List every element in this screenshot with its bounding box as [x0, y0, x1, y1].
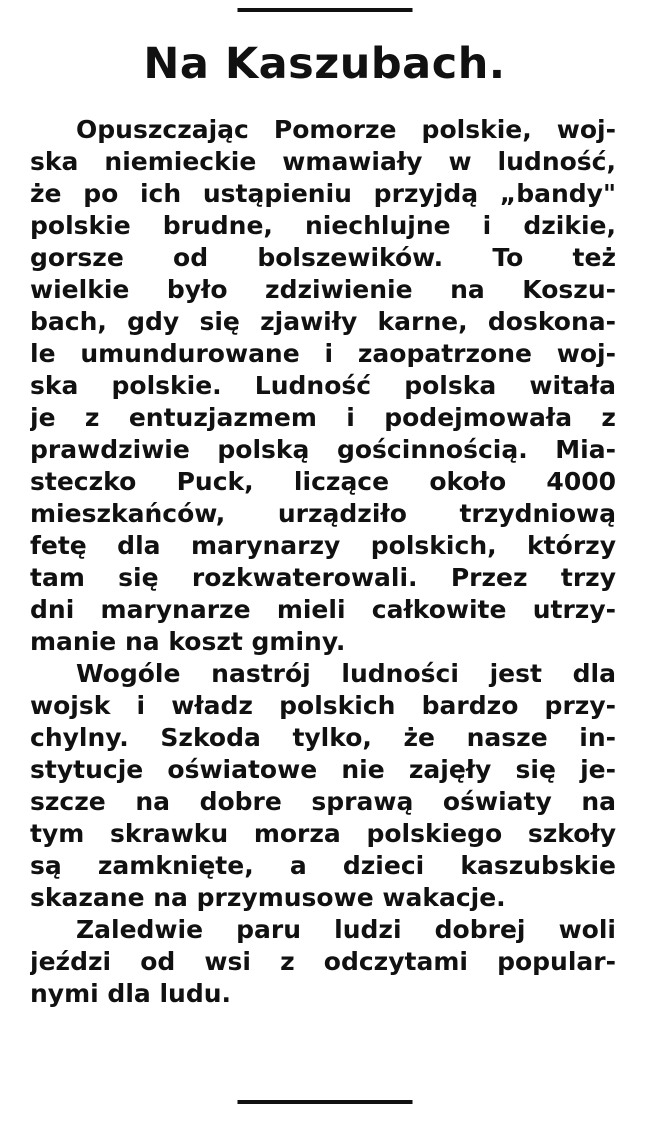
article-line: Wogóle nastrój ludności jest dla: [76, 659, 616, 688]
article-line: fetę dla marynarzy polskich, którzy: [30, 531, 616, 560]
article-body: [30, 114, 616, 1010]
article-line: chylny. Szkoda tylko, że nasze in-: [30, 723, 616, 752]
article-line: je z entuzjazmem i podejmowała z: [30, 403, 616, 432]
article-line: ska polskie. Ludność polska witała: [30, 371, 616, 400]
article-line: tam się rozkwaterowali. Przez trzy: [30, 563, 616, 592]
article-line: prawdziwie polską gościnnością. Mia-: [30, 435, 616, 464]
article-line: że po ich ustąpieniu przyjdą „bandy": [30, 179, 616, 208]
article-line: gorsze od bolszewików. To też: [30, 243, 616, 272]
article-line: manie na koszt gminy.: [30, 627, 346, 656]
article-title: Na Kaszubach.: [143, 39, 506, 89]
article-line: steczko Puck, liczące około 4000: [30, 467, 616, 496]
article-line: nymi dla ludu.: [30, 979, 232, 1008]
article-line: szcze na dobre sprawą oświaty na: [30, 787, 616, 816]
top-divider: [237, 8, 412, 12]
article-line: bach, gdy się zjawiły karne, doskona-: [30, 307, 616, 336]
article-line: wielkie było zdziwienie na Koszu-: [30, 275, 616, 304]
article-line: polskie brudne, niechlujne i dzikie,: [30, 211, 616, 240]
article-line: skazane na przymusowe wakacje.: [30, 883, 506, 912]
article-line: le umundurowane i zaopatrzone woj-: [30, 339, 616, 368]
article-line: są zamknięte, a dzieci kaszubskie: [30, 851, 616, 880]
article-line: tym skrawku morza polskiego szkoły: [30, 819, 616, 848]
article-line: wojsk i władz polskich bardzo przy-: [30, 691, 616, 720]
article-line: Zaledwie paru ludzi dobrej woli: [76, 915, 616, 944]
article-line: Opuszczając Pomorze polskie, woj-: [76, 115, 616, 144]
article-line: dni marynarze mieli całkowite utrzy-: [30, 595, 616, 624]
bottom-divider: [237, 1100, 412, 1104]
article-line: jeździ od wsi z odczytami popular-: [30, 947, 616, 976]
article-line: ska niemieckie wmawiały w ludność,: [30, 147, 616, 176]
article-line: stytucje oświatowe nie zajęły się je-: [30, 755, 616, 784]
article-line: mieszkańców, urządziło trzydniową: [30, 499, 616, 528]
